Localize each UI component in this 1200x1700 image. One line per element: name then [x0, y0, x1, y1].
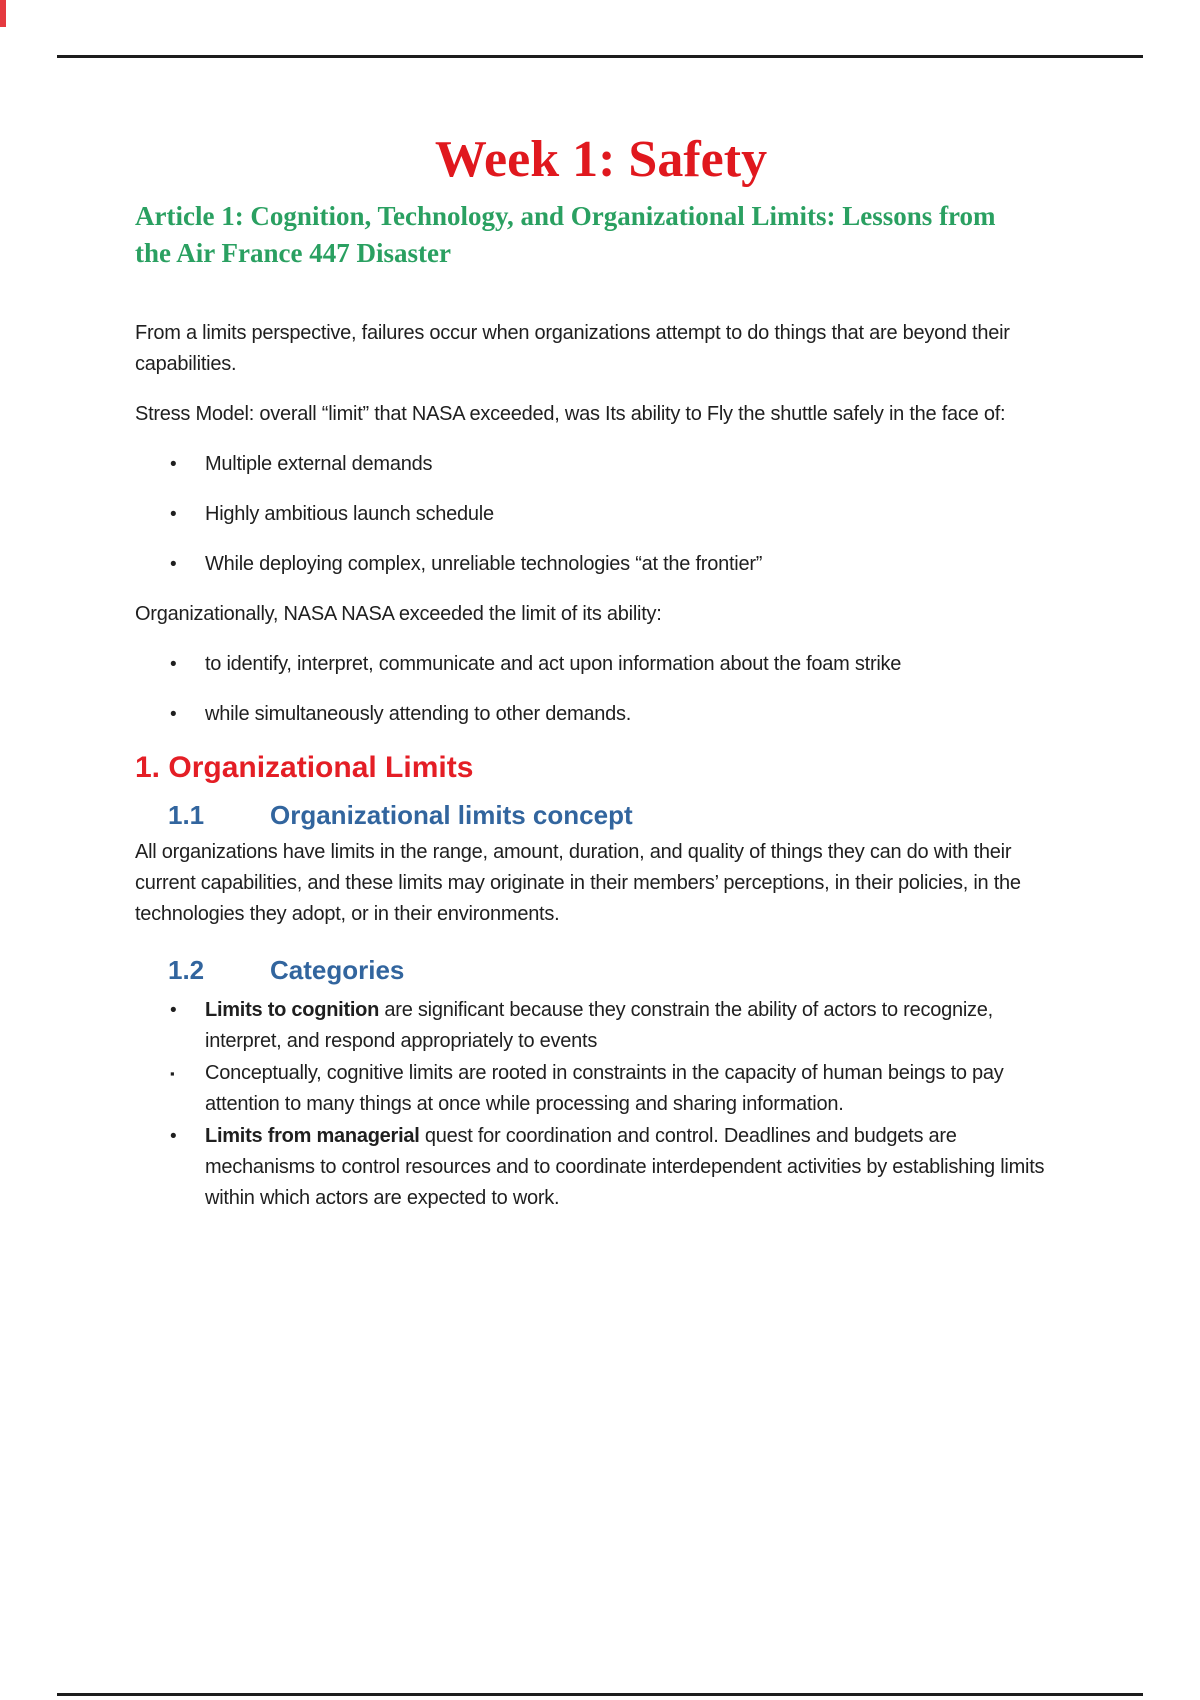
round-bullet-icon: •	[170, 504, 177, 525]
list-item-text: while simultaneously attending to other demands.	[205, 703, 632, 725]
square-bullet-icon: ▪	[170, 1066, 175, 1081]
article-heading: Article 1: Cognition, Technology, and Organizational Limits: Lessons from the Air France 447 Disaster	[135, 201, 996, 268]
round-bullet-icon: •	[170, 1000, 177, 1021]
list-item	[135, 649, 1067, 680]
paragraph-limits-perspective: From a limits perspective, failures occur when organizations attempt to do things that are beyond their capabilities.	[135, 322, 1010, 375]
bold-lead-text: Limits to cognition	[205, 999, 380, 1021]
subsection-heading-1-2	[135, 954, 1067, 986]
categories-bullet-list	[135, 995, 1067, 1214]
list-item-text	[205, 995, 1067, 1057]
round-bullet-icon: •	[170, 1126, 177, 1147]
sub-list-item-text: Conceptually, cognitive limits are rooted in constraints in the capacity of human beings to pay attention to many things at once while processing and sharing information.	[205, 1062, 1004, 1115]
list-item-text: Multiple external demands	[205, 453, 433, 475]
red-corner-artifact	[0, 0, 6, 27]
subsection-heading-1-1	[135, 799, 1067, 831]
paragraph-stress-model: Stress Model: overall “limit” that NASA exceeded, was Its ability to Fly the shuttle safely in the face of:	[135, 403, 1006, 425]
section-heading-organizational-limits: 1. Organizational Limits	[135, 751, 474, 784]
list-item	[135, 499, 1067, 530]
nasa-bullet-list	[135, 649, 1067, 730]
bottom-border-line	[57, 1693, 1143, 1696]
document-content	[135, 128, 1067, 1233]
list-item-rest: are significant because they constrain the ability of actors to recognize, interpret, and respond appropriately to events	[205, 999, 993, 1052]
paragraph-organizationally: Organizationally, NASA NASA exceeded the limit of its ability:	[135, 603, 662, 625]
list-item-text	[205, 1121, 1067, 1214]
list-item	[135, 699, 1067, 730]
subsection-title: Categories	[270, 955, 405, 985]
round-bullet-icon: •	[170, 654, 177, 675]
stress-bullet-list	[135, 449, 1067, 580]
round-bullet-icon: •	[170, 554, 177, 575]
paragraph-organizational-limits-concept: All organizations have limits in the range, amount, duration, and quality of things they can do with their current capabilities, and these limits may originate in their members’ perceptions, in their policies, in the technologies they adopt, or in their environments.	[135, 841, 1021, 925]
list-item	[135, 449, 1067, 480]
bold-lead-text: Limits from managerial	[205, 1125, 420, 1147]
subsection-number: 1.1	[168, 800, 205, 830]
list-item	[135, 549, 1067, 580]
top-border-line	[57, 55, 1143, 58]
list-item	[135, 1121, 1067, 1214]
subsection-title: Organizational limits concept	[270, 800, 633, 830]
list-item	[135, 995, 1067, 1057]
list-item-text: While deploying complex, unreliable technologies “at the frontier”	[205, 553, 763, 575]
list-item-rest: quest for coordination and control. Deadlines and budgets are mechanisms to control resources and to coordinate interdependent activities by establishing limits within which actors are expected to work.	[205, 1125, 1045, 1209]
subsection-number: 1.2	[168, 955, 205, 985]
page-title: Week 1: Safety	[434, 131, 768, 188]
sub-list-item	[135, 1058, 1067, 1120]
list-item-text: Highly ambitious launch schedule	[205, 503, 494, 525]
round-bullet-icon: •	[170, 454, 177, 475]
list-item-text: to identify, interpret, communicate and act upon information about the foam strike	[205, 653, 902, 675]
round-bullet-icon: •	[170, 704, 177, 725]
